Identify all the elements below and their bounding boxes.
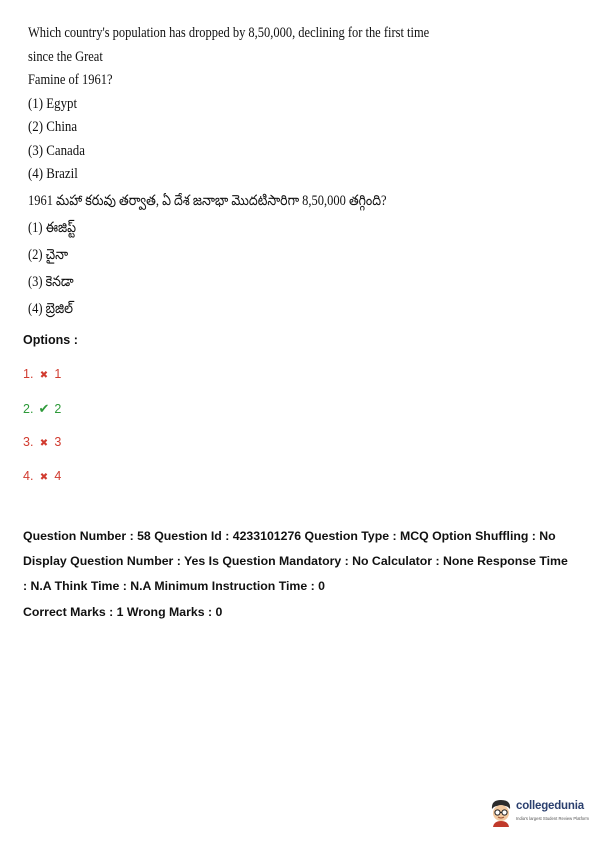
question-option-telugu-2: (2) చైనా [28, 247, 69, 263]
options-heading: Options : [23, 333, 78, 347]
metadata-line-3: : N.A Think Time : N.A Minimum Instruction Time : 0 [23, 579, 325, 593]
question-stem-telugu: 1961 మహా కరువు తర్వాత, ఏ దేశ జనాభా మొదటిసారిగా 8,50,000 తగ్గింది? [28, 193, 387, 209]
question-option-telugu-4: (4) బ్రెజిల్ [28, 301, 73, 317]
answer-option-number: 4. [23, 469, 34, 483]
answer-option-2 [23, 401, 61, 417]
answer-option-3 [23, 435, 61, 449]
cross-icon: ✖ [39, 370, 49, 381]
cross-icon: ✖ [39, 472, 49, 483]
answer-option-number: 3. [23, 435, 34, 449]
metadata-line-1: Question Number : 58 Question Id : 4233101276 Question Type : MCQ Option Shuffling : No [23, 529, 556, 543]
question-option-4: (4) Brazil [28, 166, 78, 182]
question-option-3: (3) Canada [28, 142, 85, 159]
question-option-1: (1) Egypt [28, 95, 78, 112]
question-english [28, 22, 432, 187]
check-icon: ✔ [38, 401, 50, 416]
answer-option-number: 2. [23, 402, 34, 416]
answer-option-value: 2 [54, 402, 62, 416]
answer-option-1 [23, 367, 61, 381]
answer-option-value: 4 [54, 469, 62, 483]
answer-option-value: 1 [54, 367, 62, 381]
cross-icon: ✖ [39, 438, 49, 449]
brand-name: collegedunia [516, 800, 584, 812]
answer-option-4 [23, 469, 61, 483]
marks-line: Correct Marks : 1 Wrong Marks : 0 [23, 605, 223, 619]
answer-option-value: 3 [54, 435, 62, 449]
question-option-2: (2) China [28, 119, 78, 135]
brand-tagline: India's largest Student Review Platform [516, 816, 589, 821]
question-stem-line-1: Which country's population has dropped by 8,50,000, declining for the first time since the Great [28, 25, 430, 65]
answer-option-number: 1. [23, 367, 34, 381]
mascot-icon [488, 798, 514, 828]
metadata-line-2: Display Question Number : Yes Is Question Mandatory : No Calculator : None Response Time [23, 554, 568, 568]
question-stem-line-2: Famine of 1961? [28, 72, 113, 88]
question-telugu [28, 188, 432, 323]
collegedunia-logo [488, 796, 588, 830]
question-option-telugu-1: (1) ఈజిప్ట్ [28, 220, 77, 236]
question-option-telugu-3: (3) కెనడా [28, 274, 74, 290]
question-metadata [23, 524, 579, 625]
